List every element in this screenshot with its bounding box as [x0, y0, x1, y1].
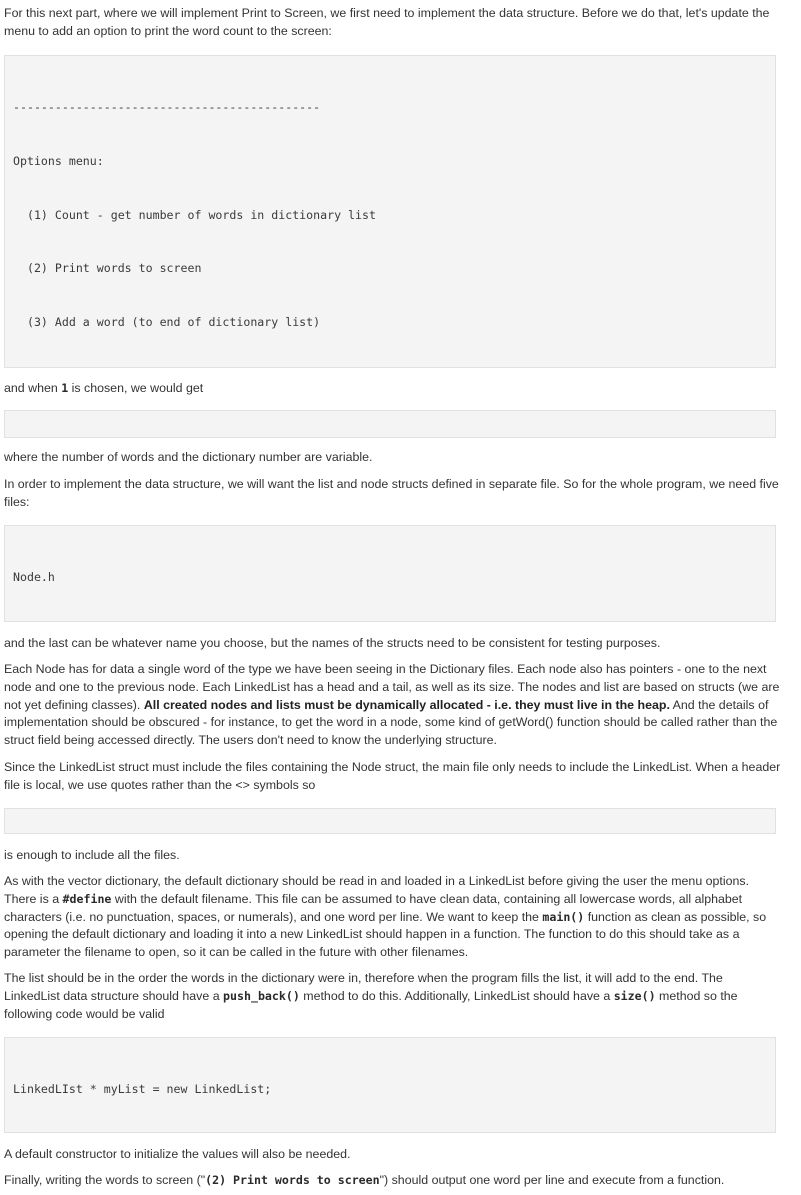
paragraph-default-dictionary: As with the vector dictionary, the default dictionary should be read in and loaded in a LinkedList before giving the user the menu options. There is a #define with the default filename. This file can be assumed to have clean data, containing all lowercase words, all alphabet characters (i.e. no punctuation, spaces, or numerals), and one word per line. We want to keep the main() function as clean as possible, so opening the default dictionary and loading it into a new LinkedList should happen in a function. The function to do this should take as a parameter the filename to open, so it can be called in the future with other filenames. — [4, 874, 767, 960]
code-line: (1) Count - get number of words in dictionary list — [13, 207, 376, 222]
code-line: Options menu: — [13, 153, 104, 168]
paragraph-last-file: and the last can be whatever name you choose, but the names of the structs need to be consistent for testing purposes. — [4, 636, 661, 650]
linkedlist-code-block — [4, 1037, 776, 1133]
options-menu-code-block — [4, 55, 776, 368]
intro-text: For this next part, where we will implement Print to Screen, we first need to implement the data structure. Before we do that, let's update the menu to add an option to print the word count to the screen: — [4, 6, 770, 38]
code-line: LinkedLIst * myList = new LinkedList; — [13, 1081, 272, 1096]
file-list-code-block — [4, 525, 776, 622]
paragraph-constructor: A default constructor to initialize the values will also be needed. — [4, 1147, 351, 1161]
code-line: -------------------------------------------- — [13, 99, 321, 114]
code-line: (3) Add a word (to end of dictionary list) — [13, 315, 321, 330]
paragraph-variable: where the number of words and the dictionary number are variable. — [4, 450, 373, 464]
intro-paragraph — [4, 5, 782, 41]
paragraph-node: Each Node has for data a single word of the type we have been seeing in the Dictionary files. Each node also has pointers - one to the next node and one to the previous node. Each LinkedList has a head and a tail, as well as its size. The nodes and list are based on structs (we are not yet defining classes). All created nodes and lists must be dynamically allocated - i.e. they must live in the heap. And the details of implementation should be obscured - for instance, to get the word in a node, some kind of getWord() function should be called rather than the struct field being accessed directly. The users don't need to know the underlying structure. — [4, 662, 780, 748]
paragraph-include: Since the LinkedList struct must include the files containing the Node struct, the main file only needs to include the LinkedList. When a header file is local, we use quotes rather than the <> symbols so — [4, 760, 781, 792]
paragraph-enough: is enough to include all the files. — [4, 848, 180, 862]
code-line: (2) Print words to screen — [13, 261, 202, 276]
code-line: Node.h — [13, 569, 55, 584]
include-code-block — [4, 808, 776, 834]
paragraph-list-order: The list should be in the order the words in the dictionary were in, therefore when the program fills the list, it will add to the end. The LinkedList data structure should have a push_back() method to do this. Additionally, LinkedList should have a size() method so the following code would be valid — [4, 971, 738, 1021]
paragraph-five-files: In order to implement the data structure, we will want the list and node structs defined in separate file. So for the whole program, we need five files: — [4, 477, 779, 509]
output-code-block — [4, 410, 776, 438]
paragraph-finally: Finally, writing the words to screen ("(2) Print words to screen") should output one word per line and execute from a function. — [4, 1173, 725, 1187]
paragraph-when-chosen: and when 1 is chosen, we would get — [4, 381, 204, 395]
